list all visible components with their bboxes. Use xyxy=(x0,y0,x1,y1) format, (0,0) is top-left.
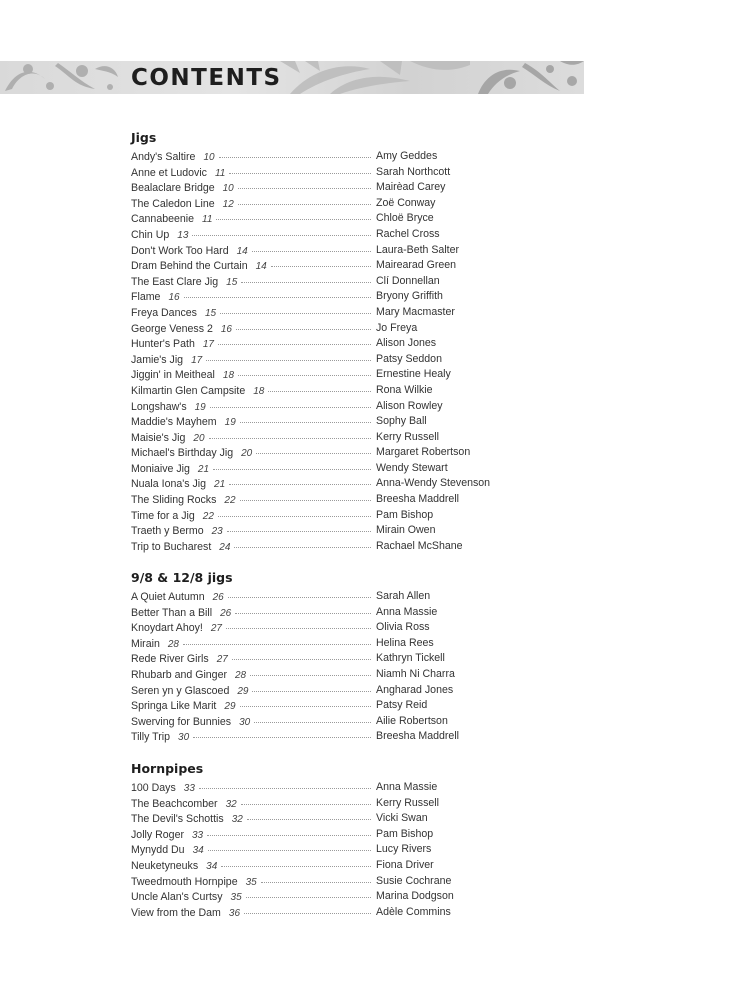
dot-leader xyxy=(238,194,371,205)
composer-name: Mirain Owen xyxy=(376,524,436,537)
page-number: 19 xyxy=(224,417,236,429)
toc-entry[interactable] xyxy=(131,905,511,921)
page-number: 18 xyxy=(222,370,235,382)
page-number: 15 xyxy=(204,307,217,319)
dot-leader xyxy=(207,825,371,836)
composer-name: Ailie Robertson xyxy=(376,714,448,727)
dot-leader xyxy=(192,225,371,236)
dot-leader xyxy=(209,428,371,439)
dot-leader xyxy=(218,334,371,345)
tune-title: Rede River Girls xyxy=(131,653,209,666)
toc-entry[interactable] xyxy=(131,729,511,745)
tune-title: Nuala Iona's Jig xyxy=(131,478,207,491)
composer-name: Breesha Maddrell xyxy=(376,493,460,506)
tune-title: Swerving for Bunnies xyxy=(131,715,232,728)
composer-name: Marina Dodgson xyxy=(376,890,454,903)
page-number: 10 xyxy=(222,183,234,195)
section-heading: Hornpipes xyxy=(131,761,204,776)
dot-leader xyxy=(240,412,371,423)
tune-title: Andy's Saltire xyxy=(131,151,196,163)
dot-leader xyxy=(252,241,371,252)
dot-leader xyxy=(213,459,371,470)
composer-name: Sarah Northcott xyxy=(376,165,451,178)
page-number: 35 xyxy=(230,892,242,904)
composer-name: Mairèad Carey xyxy=(376,181,446,194)
dot-leader xyxy=(206,350,371,361)
page-number: 32 xyxy=(225,798,237,810)
tune-title: Tweedmouth Hornpipe xyxy=(131,875,238,888)
dot-leader xyxy=(219,147,371,158)
composer-name: Kathryn Tickell xyxy=(376,652,445,665)
composer-name: Bryony Griffith xyxy=(376,290,443,303)
tune-title: Springa Like Marit xyxy=(131,700,217,713)
composer-name: Kerry Russell xyxy=(376,796,439,809)
dot-leader xyxy=(226,618,371,629)
tune-title: Michael's Birthday Jig xyxy=(131,447,234,460)
dot-leader xyxy=(240,490,371,501)
toc-entry[interactable] xyxy=(131,539,511,555)
toc-list xyxy=(131,149,511,554)
dot-leader xyxy=(254,712,371,723)
page-number: 17 xyxy=(202,339,214,351)
page-number: 17 xyxy=(191,354,203,366)
page-number: 27 xyxy=(216,654,228,666)
page-number: 30 xyxy=(178,732,190,744)
dot-leader xyxy=(228,587,371,598)
composer-name: Anna Massie xyxy=(376,605,438,618)
tune-title: A Quiet Autumn xyxy=(131,591,205,603)
composer-name: Laura-Beth Salter xyxy=(376,243,460,256)
dot-leader xyxy=(235,603,371,614)
page-number: 14 xyxy=(255,261,267,273)
page-number: 33 xyxy=(192,829,204,841)
page-number: 11 xyxy=(214,167,226,179)
dot-leader xyxy=(183,634,371,645)
dot-leader xyxy=(241,794,371,805)
dot-leader xyxy=(271,256,371,267)
dot-leader xyxy=(210,397,371,408)
page-number: 29 xyxy=(237,685,249,697)
page-number: 16 xyxy=(168,292,180,304)
dot-leader xyxy=(241,272,371,283)
page-number: 21 xyxy=(197,463,210,475)
dot-leader xyxy=(208,840,371,851)
tune-title: The East Clare Jig xyxy=(131,275,219,288)
composer-name: Alison Rowley xyxy=(376,399,443,412)
page-number: 19 xyxy=(194,401,206,413)
dot-leader xyxy=(220,303,371,314)
page-number: 23 xyxy=(211,526,223,538)
dot-leader xyxy=(184,287,371,298)
dot-leader xyxy=(227,521,371,532)
composer-name: Wendy Stewart xyxy=(376,461,448,474)
dot-leader xyxy=(236,319,371,330)
composer-name: Pam Bishop xyxy=(376,508,434,521)
tune-title: Better Than a Bill xyxy=(131,606,213,619)
page-number: 34 xyxy=(206,860,218,872)
page-number: 26 xyxy=(212,592,224,603)
tune-title: Mynydd Du xyxy=(131,844,185,857)
dot-leader xyxy=(268,381,371,392)
composer-name: Angharad Jones xyxy=(376,683,454,696)
page-number: 12 xyxy=(222,198,234,210)
toc-entry-left xyxy=(131,729,371,746)
tune-title: Longshaw's xyxy=(131,400,187,413)
tune-title: Jiggin' in Meitheal xyxy=(131,369,215,382)
tune-title: Time for a Jig xyxy=(131,509,195,522)
composer-name: Mary Macmaster xyxy=(376,305,455,318)
dot-leader xyxy=(193,727,371,738)
dot-leader xyxy=(234,537,371,548)
dot-leader xyxy=(221,856,371,867)
dot-leader xyxy=(246,887,371,898)
page-number: 28 xyxy=(167,638,179,650)
page-number: 33 xyxy=(183,783,195,794)
composer-name: Breesha Maddrell xyxy=(376,730,460,743)
tune-title: Seren yn y Glascoed xyxy=(131,684,230,697)
dot-leader xyxy=(244,903,371,914)
section-heading: Jigs xyxy=(131,130,157,145)
toc-entry-left xyxy=(131,539,371,556)
composer-name: Niamh Ni Charra xyxy=(376,667,455,680)
dot-leader xyxy=(256,443,371,454)
dot-leader xyxy=(240,696,371,707)
toc-entry-left xyxy=(131,905,371,922)
page-number: 27 xyxy=(210,623,222,635)
page-number: 11 xyxy=(202,214,213,226)
page-number: 22 xyxy=(224,495,236,507)
composer-name: Clí Donnellan xyxy=(376,274,440,287)
composer-name: Ernestine Healy xyxy=(376,368,451,381)
dot-leader xyxy=(229,163,371,174)
dot-leader xyxy=(216,209,371,220)
tune-title: Flame xyxy=(131,291,161,304)
page-number: 10 xyxy=(203,152,215,163)
composer-name: Fiona Driver xyxy=(376,858,434,871)
tune-title: Maddie's Mayhem xyxy=(131,416,217,429)
composer-name: Vicki Swan xyxy=(376,812,428,825)
dot-leader xyxy=(229,474,371,485)
tune-title: Rhubarb and Ginger xyxy=(131,668,227,681)
dot-leader xyxy=(238,365,371,376)
tune-title: Kilmartin Glen Campsite xyxy=(131,384,246,397)
page-number: 36 xyxy=(228,907,241,919)
tune-title: Don't Work Too Hard xyxy=(131,244,229,257)
composer-name: Rona Wilkie xyxy=(376,383,433,396)
tune-title: Moniaive Jig xyxy=(131,462,190,475)
dot-leader xyxy=(252,681,371,692)
page-number: 29 xyxy=(224,701,236,713)
page-number: 34 xyxy=(192,845,204,857)
section-heading: 9/8 & 12/8 jigs xyxy=(131,570,233,585)
tune-title: Jamie's Jig xyxy=(131,353,184,366)
composer-name: Patsy Reid xyxy=(376,699,428,712)
page-number: 22 xyxy=(202,510,214,522)
tune-title: The Beachcomber xyxy=(131,797,218,810)
tune-title: Cannabeenie xyxy=(131,213,195,226)
dot-leader xyxy=(199,778,371,789)
composer-name: Amy Geddes xyxy=(376,150,438,162)
composer-name: Kerry Russell xyxy=(376,430,439,443)
tune-title: Jolly Roger xyxy=(131,828,184,841)
tune-title: The Sliding Rocks xyxy=(131,494,217,507)
page-number: 14 xyxy=(236,245,248,257)
page-number: 28 xyxy=(235,669,247,681)
page-number: 21 xyxy=(214,479,226,491)
page-number: 24 xyxy=(219,541,231,553)
tune-title: Maisie's Jig xyxy=(131,431,186,444)
tune-title: Knoydart Ahoy! xyxy=(131,622,203,635)
tune-title: Traeth y Bermo xyxy=(131,525,204,538)
dot-leader xyxy=(218,506,371,517)
page-number: 20 xyxy=(241,448,253,460)
page-number: 32 xyxy=(231,814,243,826)
page-title: CONTENTS xyxy=(131,65,282,91)
composer-name: Jo Freya xyxy=(376,321,418,334)
composer-name: Rachael McShane xyxy=(376,539,463,552)
page-number: 15 xyxy=(226,276,238,288)
page-number: 35 xyxy=(245,876,257,888)
floral-ornament-icon xyxy=(0,61,584,94)
tune-title: Neuketyneuks xyxy=(131,859,199,872)
tune-title: Anne et Ludovic xyxy=(131,166,207,179)
tune-title: 100 Days xyxy=(131,782,176,794)
dot-leader xyxy=(247,809,371,820)
page-number: 26 xyxy=(220,607,232,619)
toc-list xyxy=(131,589,511,745)
composer-name: Susie Cochrane xyxy=(376,874,452,887)
page-number: 13 xyxy=(177,229,189,241)
tune-title: Tilly Trip xyxy=(131,731,171,744)
tune-title: George Veness 2 xyxy=(131,322,213,335)
composer-name: Sarah Allen xyxy=(376,590,431,602)
composer-name: Patsy Seddon xyxy=(376,352,442,365)
page-number: 18 xyxy=(253,385,265,397)
toc-list xyxy=(131,780,511,920)
page-number: 16 xyxy=(220,323,232,335)
composer-name: Olivia Ross xyxy=(376,621,430,634)
tune-title: Mirain xyxy=(131,637,160,650)
composer-name: Rachel Cross xyxy=(376,227,440,240)
tune-title: Hunter's Path xyxy=(131,338,195,351)
tune-title: Trip to Bucharest xyxy=(131,540,212,553)
section-slip-jigs xyxy=(131,569,511,745)
composer-name: Margaret Robertson xyxy=(376,446,471,459)
composer-name: Zoë Conway xyxy=(376,196,436,209)
composer-name: Lucy Rivers xyxy=(376,843,432,856)
composer-name: Alison Jones xyxy=(376,337,437,350)
page-number: 20 xyxy=(193,432,205,444)
dot-leader xyxy=(238,178,371,189)
composer-name: Chloë Bryce xyxy=(376,212,434,225)
composer-name: Mairearad Green xyxy=(376,259,457,272)
tune-title: The Caledon Line xyxy=(131,197,215,210)
page-number: 30 xyxy=(239,716,251,728)
composer-name: Adèle Commins xyxy=(376,905,451,918)
dot-leader xyxy=(261,872,371,883)
tune-title: Uncle Alan's Curtsy xyxy=(131,891,223,904)
tune-title: Dram Behind the Curtain xyxy=(131,260,248,273)
dot-leader xyxy=(232,649,371,660)
composer-name: Sophy Ball xyxy=(376,415,427,428)
tune-title: View from the Dam xyxy=(131,906,221,919)
contents-banner xyxy=(0,61,584,94)
section-hornpipes xyxy=(131,760,511,920)
tune-title: The Devil's Schottis xyxy=(131,813,224,826)
composer-name: Anna-Wendy Stevenson xyxy=(376,477,491,490)
tune-title: Freya Dances xyxy=(131,306,197,319)
section-jigs xyxy=(131,129,511,554)
composer-name: Pam Bishop xyxy=(376,827,434,840)
tune-title: Chin Up xyxy=(131,228,170,241)
tune-title: Bealaclare Bridge xyxy=(131,182,215,195)
composer-name: Helina Rees xyxy=(376,636,434,649)
composer-name: Anna Massie xyxy=(376,781,438,793)
dot-leader xyxy=(250,665,371,676)
